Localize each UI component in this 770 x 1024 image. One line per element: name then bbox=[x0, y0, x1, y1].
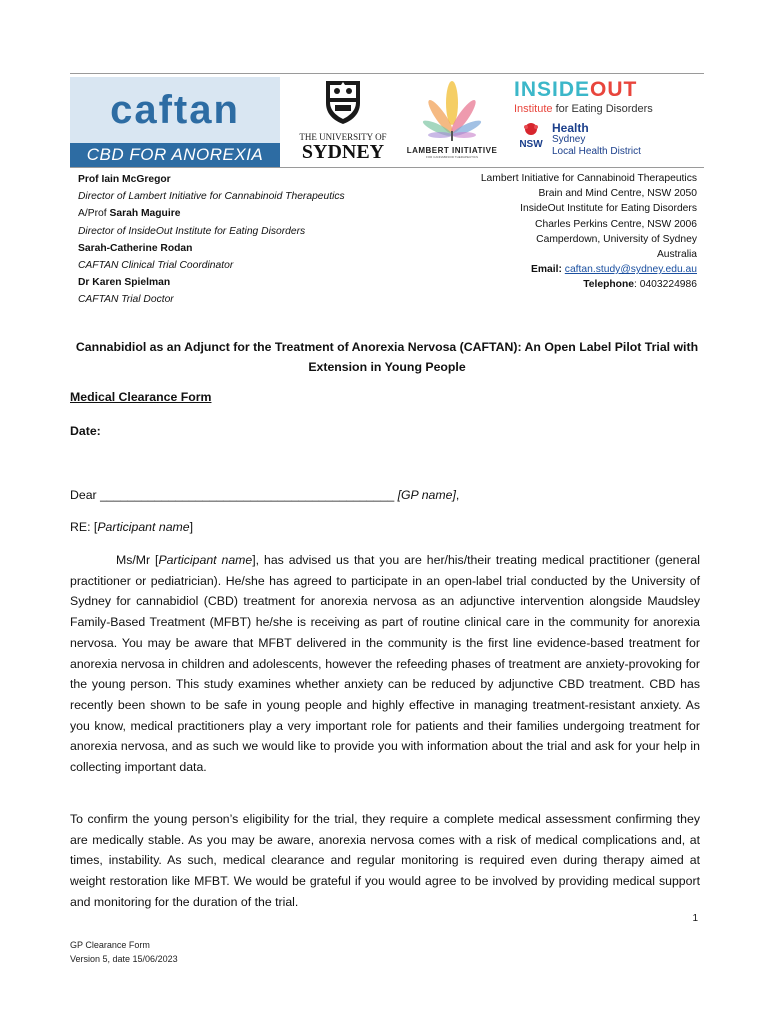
address-line: Charles Perkins Centre, NSW 2006 bbox=[535, 218, 697, 230]
address-line: Lambert Initiative for Cannabinoid Therapeutics bbox=[480, 173, 697, 184]
footer-line2: Version 5, date 15/06/2023 bbox=[70, 954, 178, 964]
salutation-suffix: , bbox=[455, 488, 460, 502]
contact-role: CAFTAN Trial Doctor bbox=[78, 294, 174, 306]
usyd-logo-line2: SYDNEY bbox=[301, 141, 385, 163]
lambert-logo-name: LAMBERT INITIATIVE bbox=[406, 146, 498, 155]
insideout-subtitle-institute: Institute bbox=[514, 103, 553, 115]
lambert-logo-tagline: FOR CANNABINOID THERAPEUTICS bbox=[426, 155, 478, 159]
trial-title: Cannabidiol as an Adjunct for the Treatment of Anorexia Nervosa (CAFTAN): An Open Label Pilot Trial with Extension in Young People bbox=[75, 340, 699, 374]
nsw-waratah-icon bbox=[514, 122, 548, 150]
participant-placeholder: Participant name bbox=[97, 520, 190, 534]
nsw-district-line2: Local Health District bbox=[552, 146, 641, 157]
email-line bbox=[481, 262, 697, 277]
re-line bbox=[70, 520, 193, 534]
header-bottom-rule bbox=[70, 167, 704, 168]
usyd-crest-icon bbox=[323, 79, 363, 125]
insideout-word-inside: INSIDE bbox=[514, 78, 591, 101]
university-of-sydney-logo bbox=[288, 79, 398, 165]
address-line: Brain and Mind Centre, NSW 2050 bbox=[538, 188, 697, 200]
address-line: Australia bbox=[656, 249, 697, 261]
salutation bbox=[70, 488, 459, 502]
contact-role: Director of Lambert Initiative for Cannabinoid Therapeutics bbox=[78, 191, 345, 203]
insideout-logo-word bbox=[514, 78, 694, 102]
re-prefix: RE: [ bbox=[70, 520, 98, 534]
nsw-health-label: Health bbox=[552, 121, 589, 135]
gp-name-placeholder: [GP name] bbox=[397, 488, 456, 502]
footer-line1: GP Clearance Form bbox=[70, 940, 150, 950]
phone-line bbox=[481, 277, 697, 292]
contact-name: Sarah-Catherine Rodan bbox=[78, 242, 193, 254]
address-line: InsideOut Institute for Eating Disorders bbox=[520, 203, 697, 215]
insideout-word-out: OUT bbox=[590, 78, 638, 101]
phone-label: Telephone bbox=[583, 279, 634, 291]
lambert-leaf-icon bbox=[410, 79, 494, 141]
insideout-subtitle-rest: for Eating Disorders bbox=[552, 103, 653, 115]
email-label: Email: bbox=[531, 264, 562, 276]
lambert-initiative-logo bbox=[402, 79, 502, 165]
body-paragraph-2: To confirm the young person’s eligibility for the trial, they require a complete medical assessment confirming they are medically stable. As you may be aware, anorexia nervosa comes with a risk of medical complications and, at times, instability. As such, medical clearance and regular monitoring is required even during therapy aimed at weight restoration like MFBT. We would be grateful if you would agree to be involved by providing medical support and monitoring for the duration of the trial. bbox=[70, 812, 700, 909]
page-number: 1 bbox=[692, 913, 698, 924]
para1-text: ], has advised us that you are her/his/their treating medical practitioner (general practitioner or pediatrician). He/she has agreed to participate in an open-label trial conducted by the University of Sydney for cannabidiol (CBD) treatment for anorexia nervosa as an adjunctive intervention alongside Maudsley Family-Based Treatment (MFBT) he/she is receiving as part of routine clinical care in the community for anorexia nervosa. You may be aware that MFBT delivered in the community is the first line evidence-based treatment for anorexia nervosa in children and adolescents, however the refeeding phases of treatment are anxiety-provoking for the young person. This study examines whether anxiety can be reduced by adjunctive CBD treatment. CBD has recently been shown to be safe in young people and highly effective in managing treatment-resistant anxiety. As you know, medical practitioners play a very important role for patients and their families undergoing treatment for anorexia nervosa, and as such we would like to provide you with information about the trial and ask for your help in collecting important data. bbox=[70, 553, 701, 775]
date-label: Date: bbox=[70, 424, 101, 438]
re-suffix: ] bbox=[189, 520, 194, 534]
body-paragraph-1 bbox=[70, 550, 700, 778]
email-link[interactable]: caftan.study@sydney.edu.au bbox=[564, 264, 697, 276]
contacts-right bbox=[481, 171, 697, 293]
caftan-logo bbox=[70, 77, 280, 167]
contact-role: Director of InsideOut Institute for Eating Disorders bbox=[78, 225, 306, 237]
para1-lead: Ms/Mr [ bbox=[116, 553, 159, 567]
nsw-health-logo bbox=[514, 122, 694, 158]
contact-role: CAFTAN Clinical Trial Coordinator bbox=[78, 260, 234, 272]
contact-name-text: Sarah Maguire bbox=[109, 208, 181, 220]
caftan-logo-word: caftan bbox=[110, 87, 240, 132]
salutation-prefix: Dear bbox=[70, 488, 101, 502]
contacts-left bbox=[78, 171, 345, 309]
usyd-logo-line1: THE UNIVERSITY OF bbox=[299, 132, 387, 142]
phone-number: : 0403224986 bbox=[634, 279, 697, 291]
caftan-logo-subtitle: CBD FOR ANOREXIA bbox=[86, 145, 264, 164]
contact-title-prefix: A/Prof bbox=[78, 208, 110, 220]
header-top-rule bbox=[70, 73, 704, 74]
form-heading: Medical Clearance Form bbox=[70, 390, 212, 404]
contact-name: Dr Karen Spielman bbox=[78, 277, 171, 289]
gp-name-blank: ___________________________________________ bbox=[100, 488, 395, 502]
para1-participant-placeholder: Participant name bbox=[158, 553, 253, 567]
contact-name bbox=[78, 205, 345, 222]
nsw-badge-text: NSW bbox=[519, 139, 543, 150]
footer bbox=[70, 938, 178, 966]
insideout-logo bbox=[514, 78, 694, 166]
address-line: Camperdown, University of Sydney bbox=[536, 233, 697, 245]
insideout-logo-subtitle bbox=[514, 102, 694, 116]
contact-name: Prof Iain McGregor bbox=[78, 174, 171, 185]
nsw-district-line1: Sydney bbox=[552, 134, 586, 145]
